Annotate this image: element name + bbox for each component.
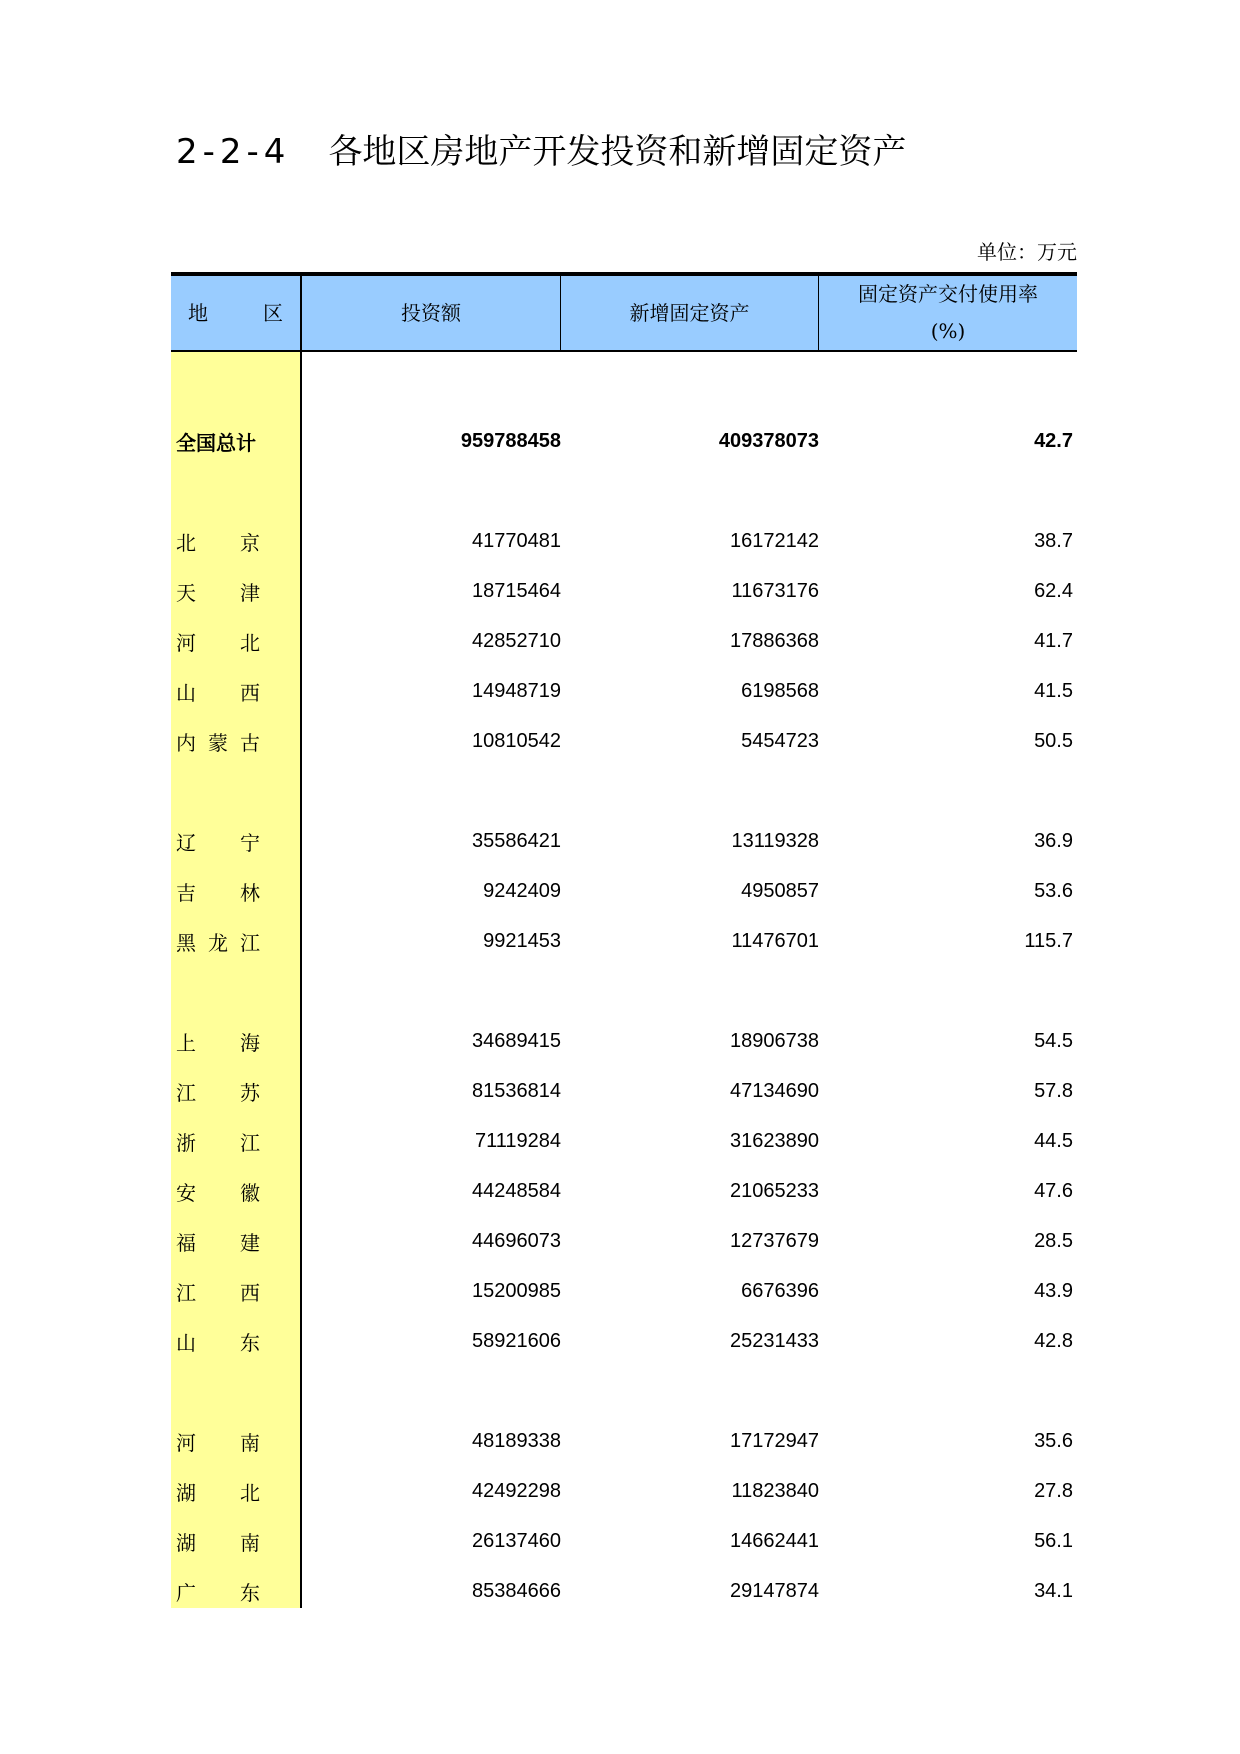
region-char: 江 [240,930,260,955]
header-region-char-2: 区 [263,300,283,325]
region-name-chars [176,1027,260,1056]
investment-cell: 44696073 [472,1229,561,1252]
region-name-chars [176,1177,260,1206]
table-row [171,666,1077,716]
rate-cell: 41.5 [1034,679,1073,702]
region-char: 江 [176,1280,196,1305]
rate-cell: 62.4 [1034,579,1073,602]
table-row [171,1066,1077,1116]
header-rate [819,276,1077,350]
region-name-chars [176,1127,260,1156]
region-char: 南 [240,1530,260,1555]
region-name [171,816,302,866]
investment-cell: 18715464 [472,579,561,602]
header-new-fixed-assets: 新增固定资产 [561,276,819,350]
table-row [171,1216,1077,1266]
region-char: 东 [240,1580,260,1605]
region-char: 津 [240,580,260,605]
region-name [171,1566,302,1616]
region-char: 山 [176,1330,196,1355]
rate-cell: 36.9 [1034,829,1073,852]
region-name-chars [176,927,260,956]
new-fixed-assets-cell: 31623890 [730,1129,819,1152]
rate-cell: 50.5 [1034,729,1073,752]
region-name [171,1066,302,1116]
table-row [171,1316,1077,1366]
rate-cell: 44.5 [1034,1129,1073,1152]
new-fixed-assets-cell: 29147874 [730,1579,819,1602]
region-name [171,666,302,716]
table-row [171,1516,1077,1566]
investment-cell: 34689415 [472,1029,561,1052]
page-title [176,124,906,173]
region-char: 湖 [176,1530,196,1555]
region-char: 内 [176,730,196,755]
rate-cell: 34.1 [1034,1579,1073,1602]
region-name [171,716,302,766]
region-name [171,866,302,916]
new-fixed-assets-cell: 12737679 [730,1229,819,1252]
table-code: 2-2-4 [176,132,291,172]
rate-cell: 41.7 [1034,629,1073,652]
rate-cell: 42.8 [1034,1329,1073,1352]
rate-cell: 57.8 [1034,1079,1073,1102]
investment-cell: 81536814 [472,1079,561,1102]
new-fixed-assets-cell: 16172142 [730,529,819,552]
investment-cell: 14948719 [472,679,561,702]
region-char: 西 [240,1280,260,1305]
region-char: 辽 [176,830,196,855]
total-new-fixed-assets: 409378073 [718,429,819,452]
new-fixed-assets-cell: 11673176 [731,579,819,602]
rate-cell: 35.6 [1034,1429,1073,1452]
investment-cell: 41770481 [472,529,561,552]
total-rate: 42.7 [1034,429,1073,452]
region-name [171,616,302,666]
table-row [171,1116,1077,1166]
new-fixed-assets-cell: 17886368 [730,629,819,652]
table-row [171,1466,1077,1516]
rate-cell: 27.8 [1034,1479,1073,1502]
investment-cell: 44248584 [472,1179,561,1202]
rate-cell: 38.7 [1034,529,1073,552]
total-name: 全国总计 [176,430,256,455]
investment-cell: 85384666 [472,1579,561,1602]
header-region [171,276,302,350]
region-name [171,516,302,566]
region-char: 苏 [240,1080,260,1105]
region-name [171,1216,302,1266]
region-char: 海 [240,1030,260,1055]
region-name-chars [176,1327,260,1356]
region-char: 河 [176,1430,196,1455]
rate-cell: 28.5 [1034,1229,1073,1252]
investment-cell: 15200985 [472,1279,561,1302]
table-row [171,1166,1077,1216]
table-row [171,816,1077,866]
table-row [171,1566,1077,1616]
region-char: 南 [240,1430,260,1455]
region-name [171,916,302,966]
region-name-chars [176,1277,260,1306]
new-fixed-assets-cell: 13119328 [731,829,819,852]
total-investment: 959788458 [460,429,561,452]
new-fixed-assets-cell: 6198568 [741,679,819,702]
table-header [171,272,1077,352]
region-char: 江 [240,1130,260,1155]
new-fixed-assets-cell: 18906738 [730,1029,819,1052]
new-fixed-assets-cell: 11823840 [731,1479,819,1502]
new-fixed-assets-cell: 14662441 [730,1529,819,1552]
unit-label: 单位：万元 [977,240,1077,264]
region-name-chars [176,727,260,756]
new-fixed-assets-cell: 17172947 [730,1429,819,1452]
new-fixed-assets-cell: 21065233 [730,1179,819,1202]
region-char: 西 [240,680,260,705]
region-name-chars [176,1477,260,1506]
region-name [171,1316,302,1366]
rate-cell: 115.7 [1024,929,1073,952]
investment-cell: 35586421 [472,829,561,852]
investment-cell: 9921453 [483,929,561,952]
region-char: 吉 [176,880,196,905]
table-title-text: 各地区房地产开发投资和新增固定资产 [328,132,907,172]
new-fixed-assets-cell: 6676396 [741,1279,819,1302]
region-char: 江 [176,1080,196,1105]
investment-cell: 26137460 [472,1529,561,1552]
region-name-chars [176,1577,260,1606]
region-char: 宁 [240,830,260,855]
investment-cell: 10810542 [472,729,561,752]
region-char: 天 [176,580,196,605]
region-name [171,1516,302,1566]
investment-cell: 42852710 [472,629,561,652]
header-region-char-1: 地 [188,300,208,325]
region-char: 龙 [208,930,228,955]
rate-cell: 56.1 [1034,1529,1073,1552]
new-fixed-assets-cell: 47134690 [730,1079,819,1102]
header-investment: 投资额 [302,276,561,350]
header-rate-line2: (%) [930,319,966,343]
table-row [171,1016,1077,1066]
region-char: 广 [176,1580,196,1605]
region-char: 湖 [176,1480,196,1505]
region-char: 山 [176,680,196,705]
region-char: 京 [240,530,260,555]
header-rate-line1: 固定资产交付使用率 [858,282,1038,306]
region-char: 安 [176,1180,196,1205]
region-name-chars [176,527,260,556]
region-char: 北 [240,1480,260,1505]
region-char: 徽 [240,1180,260,1205]
rate-cell: 47.6 [1034,1179,1073,1202]
region-name-chars [176,1077,260,1106]
region-name-chars [176,1427,260,1456]
investment-cell: 48189338 [472,1429,561,1452]
investment-cell: 42492298 [472,1479,561,1502]
investment-cell: 9242409 [483,879,561,902]
region-name-chars [176,1227,260,1256]
rate-cell: 53.6 [1034,879,1073,902]
table-row [171,1416,1077,1466]
region-char: 林 [240,880,260,905]
new-fixed-assets-cell: 5454723 [741,729,819,752]
table-row [171,1266,1077,1316]
region-name [171,1416,302,1466]
region-name-chars [176,577,260,606]
new-fixed-assets-cell: 25231433 [730,1329,819,1352]
table-row [171,516,1077,566]
region-char: 建 [240,1230,260,1255]
region-name [171,1116,302,1166]
region-char: 北 [240,630,260,655]
region-name [171,1466,302,1516]
rate-cell: 43.9 [1034,1279,1073,1302]
region-name-chars [176,827,260,856]
region-name [171,1266,302,1316]
region-name [171,566,302,616]
new-fixed-assets-cell: 11476701 [731,929,819,952]
region-name [171,1166,302,1216]
investment-cell: 58921606 [472,1329,561,1352]
region-char: 蒙 [208,730,228,755]
region-name-chars [176,877,260,906]
table-row [171,866,1077,916]
table-row [171,566,1077,616]
region-char: 东 [240,1330,260,1355]
region-name-chars [176,677,260,706]
region-char: 河 [176,630,196,655]
region-char: 福 [176,1230,196,1255]
total-row [171,416,1077,466]
rate-cell: 54.5 [1034,1029,1073,1052]
table-row [171,616,1077,666]
region-char: 黑 [176,930,196,955]
region-char: 上 [176,1030,196,1055]
region-char: 浙 [176,1130,196,1155]
region-name [171,1016,302,1066]
region-char: 古 [240,730,260,755]
new-fixed-assets-cell: 4950857 [741,879,819,902]
data-table [171,272,1077,1608]
table-row [171,916,1077,966]
table-body [171,352,1077,1608]
region-char: 北 [176,530,196,555]
region-name-chars [176,1527,260,1556]
table-row [171,716,1077,766]
investment-cell: 71119284 [474,1129,561,1152]
region-name-chars [176,627,260,656]
